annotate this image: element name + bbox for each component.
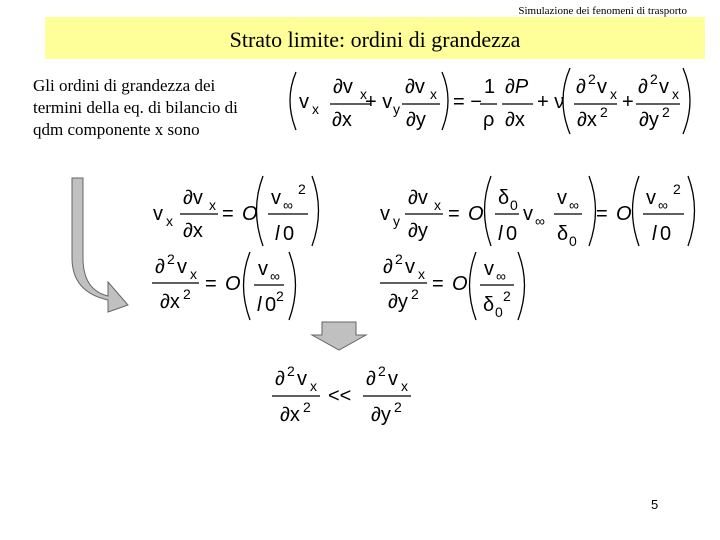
svg-text:0: 0 bbox=[660, 223, 672, 245]
svg-text:∂y: ∂y bbox=[406, 109, 426, 131]
svg-text:∂x: ∂x bbox=[505, 109, 525, 131]
svg-text:2: 2 bbox=[378, 363, 386, 379]
svg-text:2: 2 bbox=[600, 104, 608, 120]
svg-text:0: 0 bbox=[506, 223, 518, 245]
svg-text:ρ: ρ bbox=[483, 109, 495, 131]
svg-text:2: 2 bbox=[298, 181, 306, 197]
svg-text:∂P: ∂P bbox=[505, 76, 529, 98]
svg-text:=: = bbox=[205, 273, 217, 295]
svg-text:y: y bbox=[393, 213, 400, 229]
svg-text:δ: δ bbox=[498, 187, 510, 209]
svg-text:+: + bbox=[622, 91, 634, 113]
svg-text:O: O bbox=[242, 203, 258, 225]
svg-text:∂x: ∂x bbox=[577, 109, 597, 131]
svg-text:2: 2 bbox=[303, 399, 311, 415]
momentum-balance-equation bbox=[290, 68, 690, 134]
svg-text:x: x bbox=[401, 378, 408, 394]
svg-text:∂v: ∂v bbox=[183, 187, 203, 209]
svg-text:∞: ∞ bbox=[658, 197, 668, 213]
svg-text:v: v bbox=[646, 187, 656, 209]
svg-text:v: v bbox=[153, 203, 163, 225]
svg-text:∞: ∞ bbox=[270, 268, 280, 284]
svg-text:v: v bbox=[597, 76, 607, 98]
svg-text:∂y: ∂y bbox=[388, 291, 408, 313]
svg-text:l: l bbox=[257, 294, 262, 316]
svg-text:v: v bbox=[557, 187, 567, 209]
svg-text:v: v bbox=[177, 256, 187, 278]
svg-text:O: O bbox=[616, 203, 632, 225]
svg-text:∂: ∂ bbox=[576, 76, 586, 98]
svg-text:0: 0 bbox=[569, 233, 577, 249]
svg-text:∂: ∂ bbox=[383, 256, 393, 278]
svg-text:l: l bbox=[498, 223, 503, 245]
svg-text:2: 2 bbox=[662, 104, 670, 120]
svg-text:+ ν: + ν bbox=[537, 91, 565, 113]
conclusion-equation bbox=[272, 363, 411, 426]
svg-text:δ: δ bbox=[483, 294, 495, 316]
svg-text:2: 2 bbox=[276, 288, 284, 304]
intro-text: Gli ordini di grandezza dei termini della eq. di bilancio di qdm componente x sono bbox=[33, 76, 238, 139]
svg-text:v: v bbox=[523, 203, 533, 225]
svg-text:∞: ∞ bbox=[283, 197, 293, 213]
svg-text:∂y: ∂y bbox=[408, 220, 428, 242]
svg-text:1: 1 bbox=[484, 76, 496, 98]
svg-text:∞: ∞ bbox=[496, 268, 506, 284]
svg-text:2: 2 bbox=[588, 71, 596, 87]
svg-text:0: 0 bbox=[495, 304, 503, 320]
svg-text:= −: = − bbox=[453, 91, 482, 113]
svg-text:0: 0 bbox=[510, 197, 518, 213]
svg-text:x: x bbox=[418, 266, 425, 282]
svg-text:v: v bbox=[299, 91, 309, 113]
svg-text:v: v bbox=[297, 368, 307, 390]
svg-text:v: v bbox=[271, 187, 281, 209]
svg-text:v: v bbox=[258, 258, 268, 280]
svg-text:2: 2 bbox=[650, 71, 658, 87]
svg-text:∂: ∂ bbox=[638, 76, 648, 98]
svg-text:2: 2 bbox=[394, 399, 402, 415]
svg-text:+ v: + v bbox=[365, 91, 393, 113]
svg-text:∞: ∞ bbox=[535, 213, 545, 229]
svg-text:∂: ∂ bbox=[366, 368, 376, 390]
svg-text:O: O bbox=[468, 203, 484, 225]
svg-text:∂v: ∂v bbox=[408, 187, 428, 209]
svg-text:v: v bbox=[484, 258, 494, 280]
svg-text:y: y bbox=[393, 101, 400, 117]
svg-text:x: x bbox=[312, 101, 319, 117]
svg-text:∂v: ∂v bbox=[333, 76, 353, 98]
svg-text:O: O bbox=[452, 273, 468, 295]
svg-text:=: = bbox=[222, 203, 234, 225]
svg-text:x: x bbox=[209, 197, 216, 213]
svg-text:l: l bbox=[275, 223, 280, 245]
svg-text:2: 2 bbox=[287, 363, 295, 379]
svg-text:x: x bbox=[610, 86, 617, 102]
order-convective-y-equation bbox=[380, 176, 695, 249]
svg-text:2: 2 bbox=[503, 288, 511, 304]
svg-text:∂: ∂ bbox=[155, 256, 165, 278]
svg-text:v: v bbox=[405, 256, 415, 278]
course-title: Simulazione dei fenomeni di trasporto bbox=[518, 5, 687, 17]
order-diffusive-y-equation bbox=[380, 251, 525, 320]
svg-text:2: 2 bbox=[183, 286, 191, 302]
svg-text:2: 2 bbox=[167, 251, 175, 267]
svg-text:0: 0 bbox=[283, 223, 295, 245]
down-arrow-icon bbox=[312, 322, 366, 350]
svg-text:O: O bbox=[225, 273, 241, 295]
slide-title: Strato limite: ordini di grandezza bbox=[45, 17, 705, 59]
svg-text:=: = bbox=[432, 273, 444, 295]
svg-text:∂v: ∂v bbox=[405, 76, 425, 98]
svg-text:2: 2 bbox=[673, 181, 681, 197]
svg-text:∂: ∂ bbox=[275, 368, 285, 390]
svg-text:∂x: ∂x bbox=[183, 220, 203, 242]
svg-text:∂x: ∂x bbox=[332, 109, 352, 131]
svg-text:2: 2 bbox=[411, 286, 419, 302]
svg-text:x: x bbox=[672, 86, 679, 102]
svg-text:δ: δ bbox=[557, 223, 569, 245]
svg-text:l: l bbox=[652, 223, 657, 245]
svg-text:=: = bbox=[596, 203, 608, 225]
svg-text:x: x bbox=[360, 86, 367, 102]
svg-text:∂x: ∂x bbox=[160, 291, 180, 313]
svg-text:=: = bbox=[448, 203, 460, 225]
svg-text:x: x bbox=[310, 378, 317, 394]
svg-text:x: x bbox=[166, 213, 173, 229]
order-diffusive-x-equation bbox=[152, 251, 296, 320]
order-convective-x-equation bbox=[153, 176, 319, 246]
svg-text:<<: << bbox=[328, 385, 352, 407]
svg-text:∂y: ∂y bbox=[371, 404, 391, 426]
svg-text:∞: ∞ bbox=[569, 197, 579, 213]
svg-text:0: 0 bbox=[265, 294, 277, 316]
svg-text:v: v bbox=[380, 203, 390, 225]
svg-text:v: v bbox=[388, 368, 398, 390]
svg-text:∂x: ∂x bbox=[280, 404, 300, 426]
svg-text:v: v bbox=[659, 76, 669, 98]
page-number: 5 bbox=[651, 497, 659, 512]
svg-text:x: x bbox=[434, 197, 441, 213]
svg-text:x: x bbox=[430, 86, 437, 102]
svg-text:x: x bbox=[190, 266, 197, 282]
svg-text:∂y: ∂y bbox=[639, 109, 659, 131]
svg-text:2: 2 bbox=[395, 251, 403, 267]
curved-arrow-icon bbox=[72, 178, 128, 312]
